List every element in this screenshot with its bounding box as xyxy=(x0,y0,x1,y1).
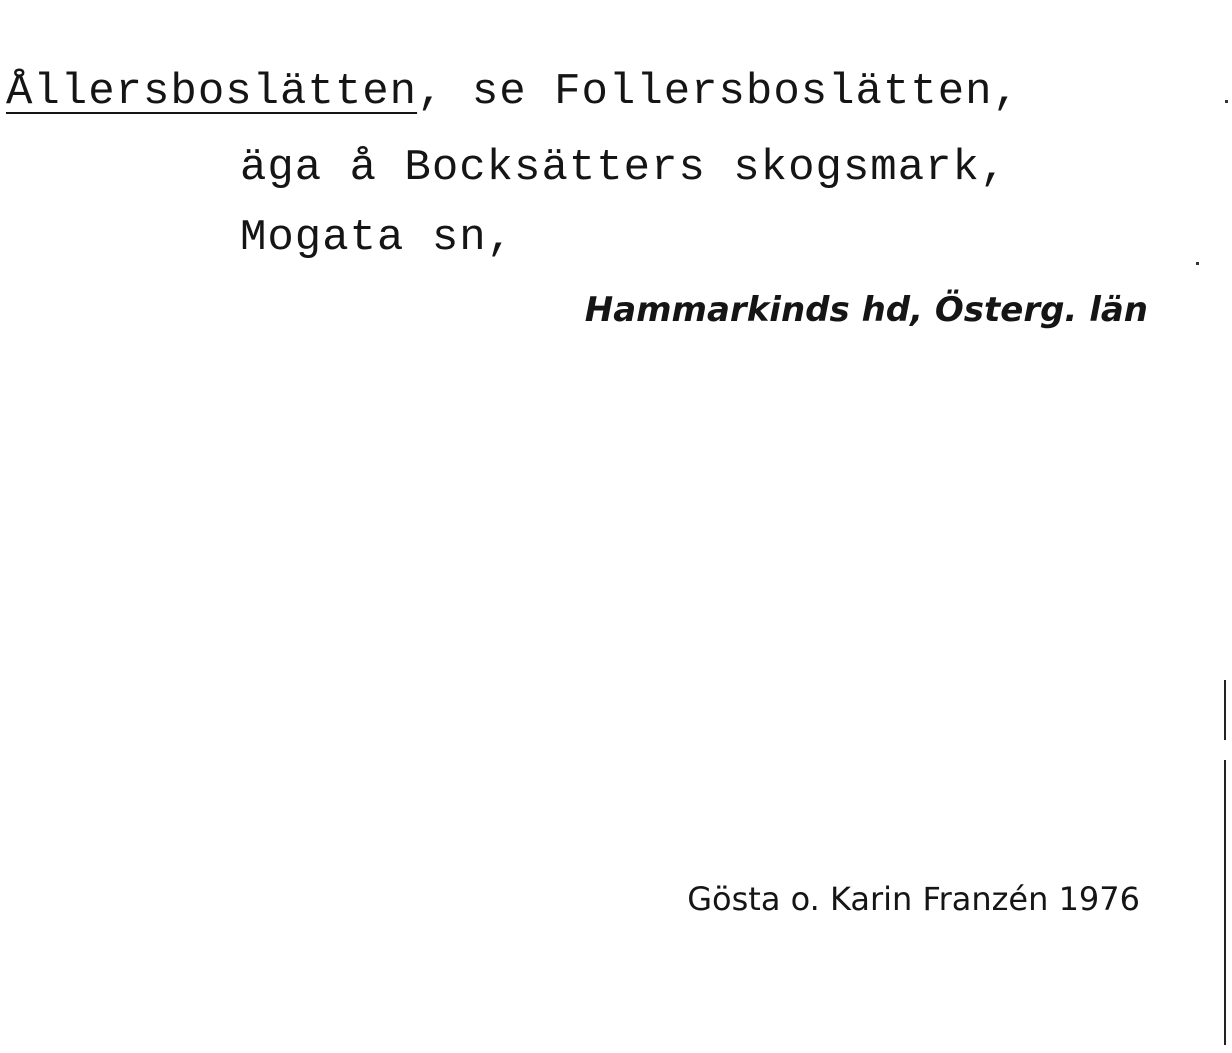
entry-line-1 xyxy=(6,67,1020,117)
cross-reference: , se Follersboslätten, xyxy=(417,67,1020,117)
speck xyxy=(1196,262,1199,265)
speck xyxy=(1225,100,1228,103)
headword: Ållersboslätten xyxy=(6,67,418,117)
district-stamp: Hammarkinds hd, Österg. län xyxy=(584,290,1148,330)
collector-stamp: Gösta o. Karin Franzén 1976 xyxy=(687,880,1140,918)
edge-mark xyxy=(1224,680,1226,740)
entry-line-3: Mogata sn, xyxy=(240,213,515,263)
entry-line-2: äga å Bocksätters skogsmark, xyxy=(240,143,1008,193)
edge-mark xyxy=(1224,760,1226,1045)
